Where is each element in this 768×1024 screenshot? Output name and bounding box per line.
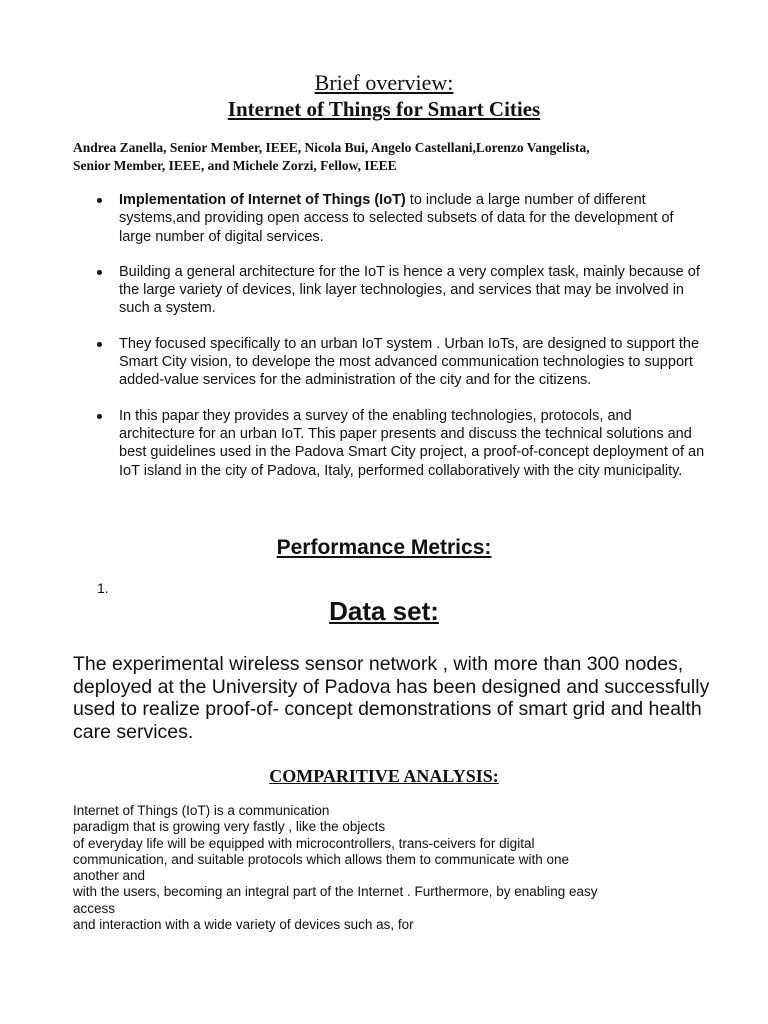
comparative-analysis-heading: COMPARITIVE ANALYSIS:: [269, 766, 499, 786]
page-title: Brief overview:: [314, 70, 454, 95]
overview-bullet-list: [96, 191, 706, 497]
bullet-item: [96, 335, 706, 390]
bullet-text: They focused specifically to an urban IoT system . Urban IoTs, are designed to support the Smart City vision, to develope the most advanced communication technologies to support added-value services for the administration of the city and for the citizens.: [119, 335, 700, 389]
text-line: and interaction with a wide variety of devices such as, for: [73, 917, 414, 933]
author-line: Senior Member, IEEE, and Michele Zorzi, Fellow, IEEE: [73, 158, 397, 173]
bullet-item: [96, 263, 706, 318]
author-list: [73, 139, 698, 175]
bullet-item: [96, 407, 706, 480]
bullet-text: Building a general architecture for the IoT is hence a very complex task, mainly because of the large variety of devices, link layer technologies, and services that may be involved in such a system.: [119, 263, 700, 317]
bullet-icon: [97, 342, 102, 347]
text-line: communication, and suitable protocols which allows them to communicate with one: [73, 851, 569, 867]
paper-title: Internet of Things for Smart Cities: [227, 97, 541, 121]
dataset-paragraph: The experimental wireless sensor network , with more than 300 nodes, deployed at the University of Padova has been designed and successfully used to realize proof-of- concept demonstrations of smart grid and health care services.: [73, 653, 710, 743]
bullet-text: In this papar they provides a survey of the enabling technologies, protocols, and architecture for an urban IoT. This paper presents and discuss the technical solutions and best guidelines used in the Padova Smart City project, a proof-of-concept deployment of an IoT island in the city of Padova, Italy, performed collaboratively with the city municipality.: [119, 407, 705, 479]
text-line: another and: [73, 868, 146, 884]
bullet-item: [96, 191, 706, 246]
bullet-icon: [97, 198, 102, 203]
bullet-icon: [97, 270, 102, 275]
dataset-heading: Data set:: [329, 596, 439, 626]
performance-metrics-heading: Performance Metrics:: [276, 536, 492, 559]
bullet-icon: [97, 414, 102, 419]
numbered-item: 1.: [97, 580, 109, 596]
text-line: Internet of Things (IoT) is a communication: [73, 803, 330, 818]
text-line: with the users, becoming an integral part of the Internet . Furthermore, by enabling easy: [73, 884, 598, 900]
author-line: Andrea Zanella, Senior Member, IEEE, Nicola Bui, Angelo Castellani,Lorenzo Vangelista,: [73, 140, 590, 155]
comparative-analysis-text: [73, 803, 713, 933]
text-line: access: [73, 900, 116, 916]
bullet-bold-text: Implementation of Internet of Things (IoT): [119, 192, 406, 208]
bullet-text: to include a large number of different systems,and providing open access to selected subsets of data for the development of large number of digital services.: [119, 192, 674, 245]
text-line: paradigm that is growing very fastly , like the objects: [73, 819, 386, 835]
text-line: of everyday life will be equipped with microcontrollers, trans-ceivers for digital: [73, 835, 535, 851]
